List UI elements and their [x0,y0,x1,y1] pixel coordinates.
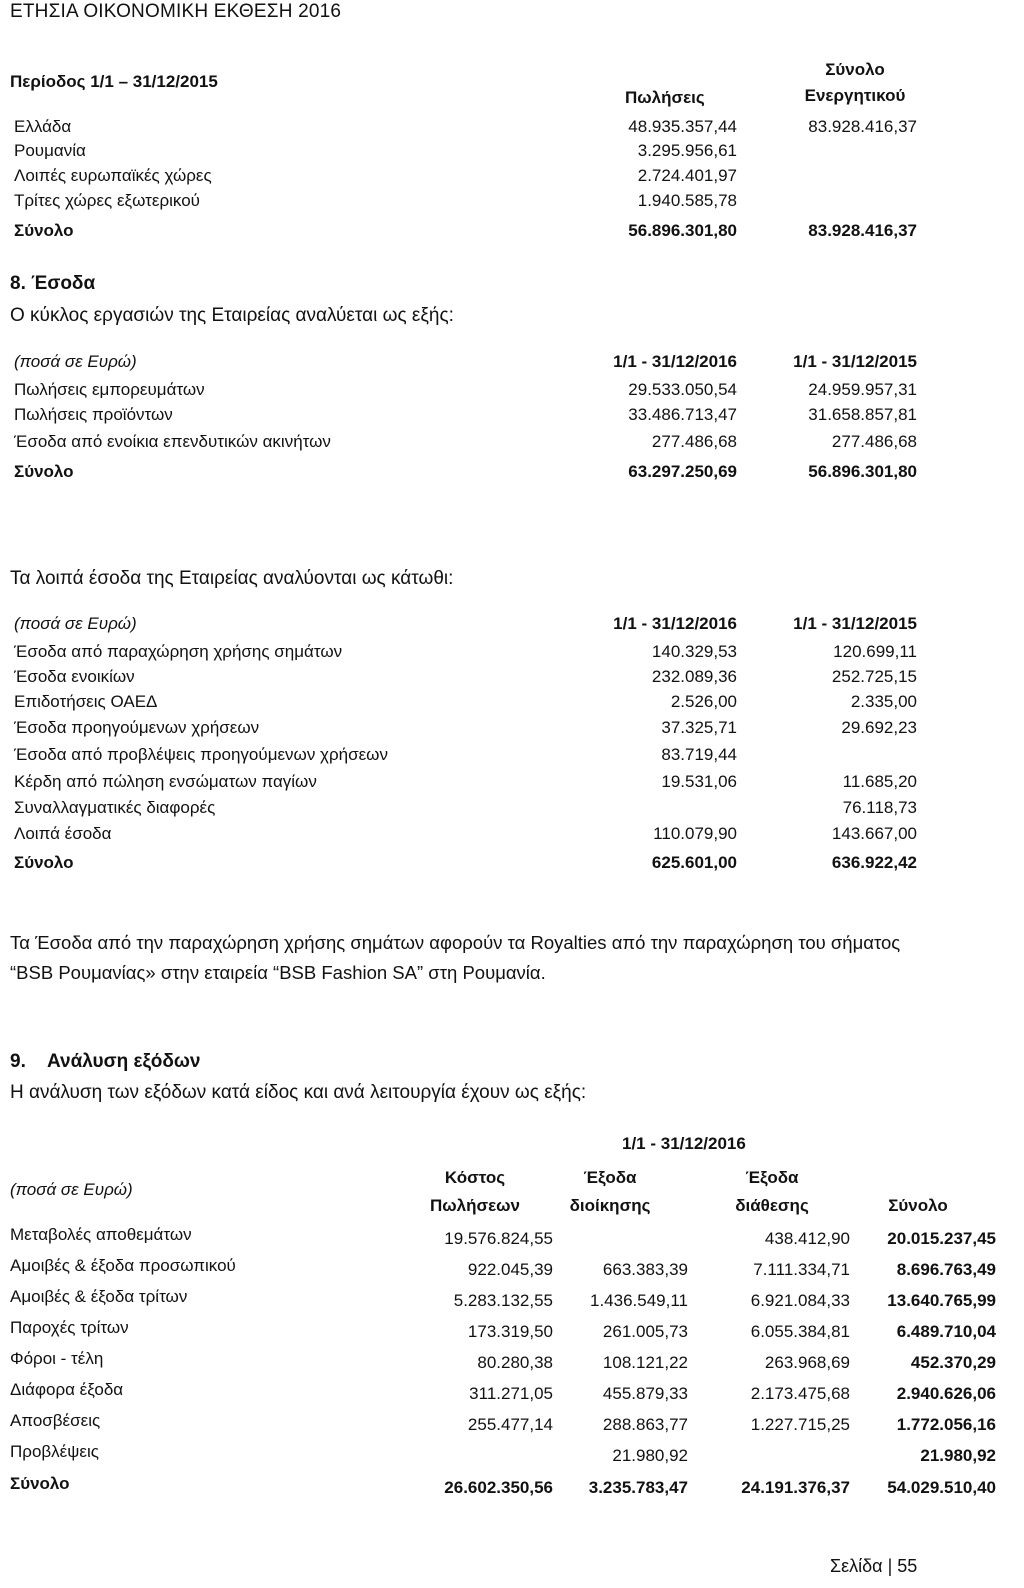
other-income-value-2016: 140.329,53 [651,642,737,661]
expense-value: 261.005,73 [602,1322,688,1341]
region-sales-value: 3.295.956,61 [637,141,737,160]
expense-value: 13.640.765,99 [887,1291,996,1310]
expense-value: 7.111.334,71 [753,1260,850,1279]
expense-row-label: Αμοιβές & έξοδα τρίτων [10,1287,188,1306]
other-income-row-label: Επιδοτήσεις ΟΑΕΔ [14,692,158,711]
expense-value: 263.968,69 [764,1353,850,1372]
expense-row-label: Φόροι - τέλη [10,1349,104,1368]
expense-col-header-line2: διάθεσης [735,1196,809,1215]
other-income-intro: Τα λοιπά έσοδα της Εταιρείας αναλύονται ως κάτωθι: [10,568,454,589]
expense-row-label: Αποσβέσεις [10,1411,101,1430]
region-total-assets: 83.928.416,37 [808,221,917,240]
other-income-total-label: Σύνολο [14,853,74,872]
revenue-total-2016: 63.297.250,69 [628,462,737,481]
revenue-row-label: Πωλήσεις εμπορευμάτων [14,380,205,399]
revenue-row-label: Έσοδα από ενοίκια επενδυτικών ακινήτων [14,432,331,451]
region-total-label: Σύνολο [14,221,74,240]
region-label: Λοιπές ευρωπαϊκές χώρες [14,166,212,185]
section-8-intro: Ο κύκλος εργασιών της Εταιρείας αναλύεται ως εξής: [10,305,454,326]
expense-value: 6.055.384,81 [750,1322,850,1341]
expense-col-header-line2: Σύνολο [888,1196,948,1215]
revenue-value-2015: 277.486,68 [831,432,917,451]
expense-value: 108.121,22 [602,1353,688,1372]
expense-value: 6.921.084,33 [750,1291,850,1310]
region-label: Τρίτες χώρες εξωτερικού [14,191,200,210]
region-sales-value: 48.935.357,44 [628,117,737,136]
expense-value: 8.696.763,49 [896,1260,996,1279]
section-9-title: Ανάλυση εξόδων [47,1051,201,1072]
expense-col-header-line1: Κόστος [444,1168,506,1187]
expense-value: 80.280,38 [477,1353,553,1372]
page-number: Σελίδα | 55 [830,1556,918,1576]
expense-value: 2.173.475,68 [750,1384,850,1403]
expense-row-label: Παροχές τρίτων [10,1318,129,1337]
expense-row-label: Προβλέψεις [10,1442,99,1461]
other-income-total-2015: 636.922,42 [831,853,917,872]
revenue-row-label: Πωλήσεις προϊόντων [14,405,173,424]
expense-value: 288.863,77 [602,1415,688,1434]
section-9-unit-label: (ποσά σε Ευρώ) [10,1180,133,1199]
section-9-intro: Η ανάλυση των εξόδων κατά είδος και ανά λειτουργία έχουν ως εξής: [10,1082,587,1103]
region-total-sales: 56.896.301,80 [628,221,737,240]
region-sales-value: 2.724.401,97 [637,166,737,185]
expense-value: 1.772.056,16 [896,1415,996,1434]
region-assets-value: 83.928.416,37 [808,117,917,136]
expense-value: 311.271,05 [469,1384,553,1403]
section-9-period: 1/1 - 31/12/2016 [622,1134,746,1153]
expense-value: 1.227.715,25 [750,1415,850,1434]
other-income-value-2015: 11.685,20 [842,772,917,791]
other-income-row-label: Έσοδα ενοικίων [14,667,135,686]
expense-total-label: Σύνολο [10,1474,70,1493]
other-income-row-label: Έσοδα από προβλέψεις προηγούμενων χρήσεων [14,745,388,764]
expense-value: 5.283.132,55 [453,1291,553,1310]
document-title: ΕΤΗΣΙΑ ΟΙΚΟΝΟΜΙΚΗ ΕΚΘΕΣΗ 2016 [10,1,342,22]
expense-col-header-line2: διοίκησης [569,1196,651,1215]
period-label: Περίοδος 1/1 – 31/12/2015 [10,72,218,91]
expense-row-label: Μεταβολές αποθεμάτων [10,1225,192,1244]
other-income-value-2015: 76.118,73 [842,798,917,817]
expense-value: 922.045,39 [467,1260,553,1279]
region-label: Ρουμανία [14,141,86,160]
other-income-value-2015: 2.335,00 [850,692,917,711]
region-sales-value: 1.940.585,78 [637,191,737,210]
expense-value: 21.980,92 [612,1446,688,1465]
section-8-col-2016: 1/1 - 31/12/2016 [613,352,737,371]
section-8-heading: 8. Έσοδα [10,273,96,294]
revenue-value-2016: 29.533.050,54 [628,380,737,399]
revenue-value-2015: 31.658.857,81 [808,405,917,424]
other-income-value-2015: 143.667,00 [831,824,917,843]
expense-value: 663.383,39 [602,1260,688,1279]
expense-value: 452.370,29 [910,1353,996,1372]
expense-col-header-line1: Έξοδα [745,1168,799,1187]
other-income-row-label: Λοιπά έσοδα [14,824,112,843]
expense-value: 455.879,33 [602,1384,688,1403]
other-income-unit-label: (ποσά σε Ευρώ) [14,614,137,633]
section-8-unit-label: (ποσά σε Ευρώ) [14,352,137,371]
other-income-value-2016: 232.089,36 [651,667,737,686]
other-income-row-label: Κέρδη από πώληση ενσώματων παγίων [14,772,317,791]
col-sales-header: Πωλήσεις [625,88,705,107]
expense-value: 173.319,50 [467,1322,553,1341]
other-income-value-2016: 83.719,44 [661,745,737,764]
expense-value: 21.980,92 [920,1446,996,1465]
other-income-row-label: Συναλλαγματικές διαφορές [14,798,216,817]
other-income-col-2016: 1/1 - 31/12/2016 [613,614,737,633]
other-income-total-2016: 625.601,00 [651,853,737,872]
other-income-value-2016: 110.079,90 [653,824,737,843]
col-assets-line2: Ενεργητικού [804,86,906,105]
other-income-value-2016: 19.531,06 [661,772,737,791]
expense-total-value: 26.602.350,56 [444,1478,553,1497]
other-income-value-2015: 252.725,15 [831,667,917,686]
expense-col-header-line2: Πωλήσεων [430,1196,520,1215]
expense-total-value: 3.235.783,47 [588,1478,688,1497]
expense-value: 1.436.549,11 [590,1291,688,1310]
other-income-value-2016: 2.526,00 [670,692,737,711]
revenue-value-2016: 33.486.713,47 [628,405,737,424]
revenue-value-2016: 277.486,68 [651,432,737,451]
other-income-row-label: Έσοδα προηγούμενων χρήσεων [14,718,260,737]
other-income-row-label: Έσοδα από παραχώρηση χρήσης σημάτων [14,642,343,661]
expense-total-value: 54.029.510,40 [887,1478,996,1497]
expense-row-label: Αμοιβές & έξοδα προσωπικού [10,1256,236,1275]
other-income-value-2016: 37.325,71 [661,718,737,737]
expense-value: 6.489.710,04 [896,1322,996,1341]
other-income-col-2015: 1/1 - 31/12/2015 [793,614,917,633]
expense-total-value: 24.191.376,37 [741,1478,850,1497]
other-income-value-2015: 29.692,23 [841,718,917,737]
expense-value: 2.940.626,06 [896,1384,996,1403]
region-label: Ελλάδα [14,117,72,136]
expense-value: 19.576.824,55 [444,1229,553,1248]
expense-col-header-line1: Έξοδα [583,1168,637,1187]
note-line-1: Τα Έσοδα από την παραχώρηση χρήσης σημάτων αφορούν τα Royalties από την παραχώρηση του σήματος [10,932,901,953]
note-line-2: “BSB Ρουμανίας» στην εταιρεία “BSB Fashion SA” στη Ρουμανία. [10,962,546,983]
other-income-value-2015: 120.699,11 [833,642,917,661]
section-9-number: 9. [10,1051,26,1072]
col-assets-line1: Σύνολο [825,60,885,79]
revenue-total-2015: 56.896.301,80 [808,462,917,481]
expense-row-label: Διάφορα έξοδα [10,1380,124,1399]
expense-value: 20.015.237,45 [887,1229,996,1248]
expense-value: 255.477,14 [467,1415,553,1434]
revenue-total-label: Σύνολο [14,462,74,481]
expense-value: 438.412,90 [764,1229,850,1248]
section-8-col-2015: 1/1 - 31/12/2015 [793,352,917,371]
revenue-value-2015: 24.959.957,31 [808,380,917,399]
